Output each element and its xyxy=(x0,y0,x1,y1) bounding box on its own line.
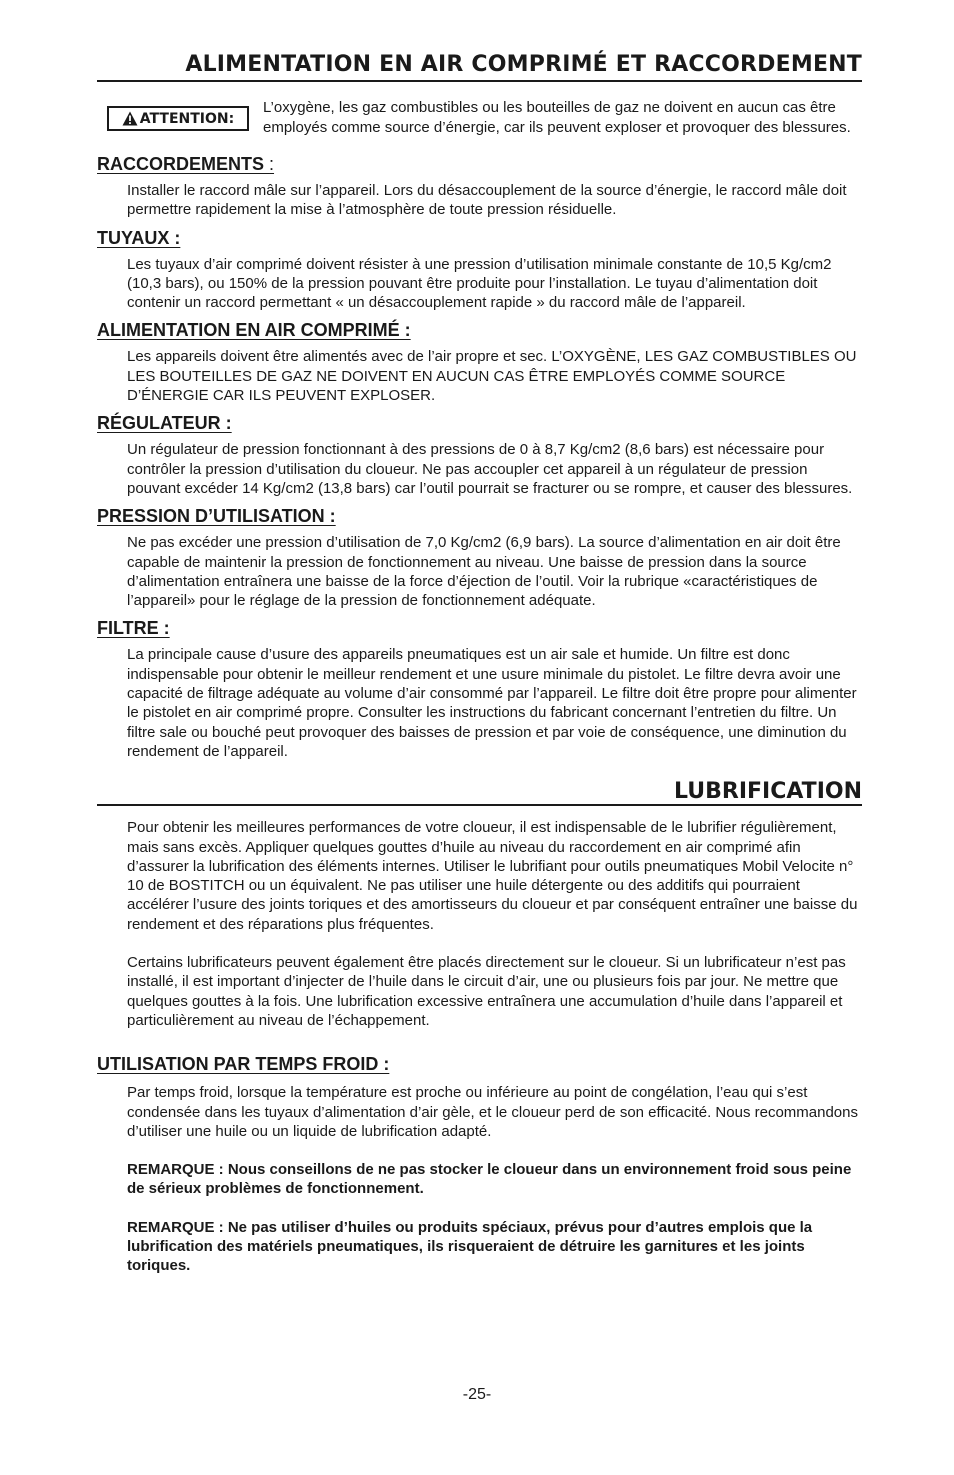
remarque-1: REMARQUE : Nous conseillons de ne pas stocker le cloueur dans un environnement froid sous peine de sérieux problèmes de fonctionnement. xyxy=(127,1161,852,1198)
warning-triangle-icon xyxy=(122,111,138,126)
section-text-tuyaux: Les tuyaux d’air comprimé doivent résister à une pression d’utilisation minimale constante de 10,5 Kg/cm2 (10,3 bars), ou 150% de la pression pouvant être produite pour l’installation. Le tuyau d’alimentation doit contenir un raccord permettant « un désaccouplement rapide » du raccord mâle de l’appareil. xyxy=(127,255,832,312)
remarque-2: REMARQUE : Ne pas utiliser d’huiles ou produits spéciaux, prévus pour d’autres emplois que la lubrification des matériels pneumatiques, ils risqueraient de détruire les garnitures et les joints toriques. xyxy=(127,1218,813,1275)
section-text-raccordements: Installer le raccord mâle sur l’appareil. Lors du désaccouplement de la source d’énergie, le raccord mâle doit permettre rapidement la mise à l’atmosphère de toute pression résiduelle. xyxy=(127,182,847,219)
section-title-raccordements: RACCORDEMENTS : xyxy=(97,154,275,174)
section-text-pression: Ne pas excéder une pression d’utilisation de 7,0 Kg/cm2 (6,9 bars). La source d’alimentation en air doit être capable de maintenir la pression de fonctionnement au niveau. Une baisse de pression dans la source d’alimentation entraînera une baisse de la force d’éjection de l’outil. Voir la rubrique «caractéristiques de l’appareil» pour le réglage de la pression de fonctionnement adéquate. xyxy=(127,534,841,610)
page-number: -25- xyxy=(462,1386,492,1403)
attention-block xyxy=(97,98,862,137)
raccordements-colon: : xyxy=(269,154,275,174)
page-content xyxy=(97,0,862,1276)
section-text-filtre: La principale cause d’usure des appareils pneumatiques est un air sale et humide. Un filtre est donc indispensable pour obtenir le meilleur rendement et une usure minimale du pistolet. Le filtre devra avoir une capacité de filtrage adéquate au volume d’air consommé par l’appareil. Le filtre doit être propre pour alimenter le pistolet en air comprimé propre. Consulter les instructions du fabricant concernant l’entretien du filtre. Un filtre sale ou bouché peut provoquer des baisses de pression et par voie de conséquence, une diminution du rendement de l’appareil. xyxy=(127,646,857,760)
section-title-temps-froid: UTILISATION PAR TEMPS FROID : xyxy=(97,1054,390,1075)
attention-text: L’oxygène, les gaz combustibles ou les bouteilles de gaz ne doivent en aucun cas être employés comme source d’énergie, car ils peuvent exploser et provoquer des blessures. xyxy=(263,99,851,136)
section-title-tuyaux: TUYAUX : xyxy=(97,227,181,248)
attention-badge xyxy=(107,106,249,131)
lubrification-paragraph-1: Pour obtenir les meilleures performances de votre cloueur, il est indispensable de le lubrifier régulièrement, mais sans excès. Appliquer quelques gouttes d’huile au niveau du raccordement en air comprimé afin d’assurer la lubrification des éléments internes. Utiliser le lubrifiant pour outils pneumatiques Mobil Velocite n° 10 de BOSTITCH ou un équivalent. Ne pas utiliser une huile détergente ou des additifs qui pourraient accélérer l’usure des joints toriques et des amortisseurs du cloueur et par conséquent entraîner une baisse du rendement et des réparations plus fréquentes. xyxy=(127,819,858,933)
section-text-regulateur: Un régulateur de pression fonctionnant à des pressions de 0 à 8,7 Kg/cm2 (8,6 bars) est nécessaire pour contrôler la pression d’utilisation du cloueur. Ne pas accoupler cet appareil à un régulateur de pression pouvant excéder 14 Kg/cm2 (13,8 bars) car l’outil pourrait se fracturer ou se rompre, et causer des blessures. xyxy=(127,441,853,497)
main-title: ALIMENTATION EN AIR COMPRIMÉ ET RACCORDEMENT xyxy=(97,52,862,82)
lubrification-title: LUBRIFICATION xyxy=(97,779,862,806)
section-title-pression: PRESSION D’UTILISATION : xyxy=(97,506,336,527)
attention-label: ATTENTION: xyxy=(139,110,235,127)
section-title-filtre: FILTRE : xyxy=(97,618,170,639)
section-title-regulateur: RÉGULATEUR : xyxy=(97,413,232,434)
section-title-alimentation: ALIMENTATION EN AIR COMPRIMÉ : xyxy=(97,320,411,341)
temps-froid-text: Par temps froid, lorsque la température est proche ou inférieure au point de congélation, l’eau qui s’est condensée dans les tuyaux d’alimentation d’air gèle, et le cloueur perd de son efficacité. Nous recommandons d’utiliser une huile ou un liquide de lubrification adapté. xyxy=(127,1084,858,1140)
section-text-alimentation: Les appareils doivent être alimentés avec de l’air propre et sec. L’OXYGÈNE, LES GAZ COMBUSTIBLES OU LES BOUTEILLES DE GAZ NE DOIVENT EN AUCUN CAS ÊTRE EMPLOYÉS COMME SOURCE D’ÉNERGIE CAR ILS PEUVENT EXPLOSER. xyxy=(127,348,857,405)
lubrification-paragraph-2: Certains lubrificateurs peuvent également être placés directement sur le cloueur. Si un lubrificateur n’est pas installé, il est important d’injecter de l’huile dans le circuit d’air, une ou plusieurs fois par jour. Ne mettre que quelques gouttes à la fois. Une lubrification excessive entraînera une accumulation d’huile dans l’appareil et particulièrement au niveau de l’échappement. xyxy=(127,954,846,1029)
